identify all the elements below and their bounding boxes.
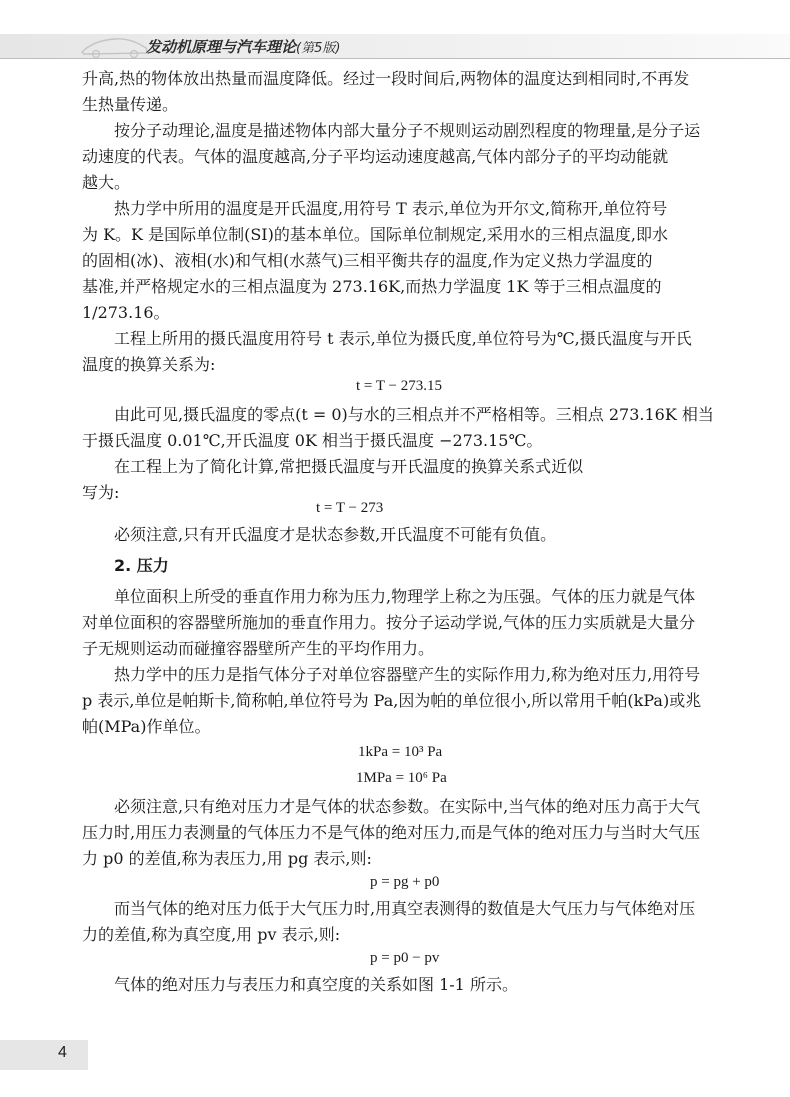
paragraph xyxy=(82,326,742,378)
paragraph xyxy=(82,522,742,548)
text-line: 压力时,用压力表测量的气体压力不是气体的绝对压力,而是气体的绝对压力与当时大气压 xyxy=(82,823,701,842)
text-line: 升高,热的物体放出热量而温度降低。经过一段时间后,两物体的温度达到相同时,不再发 xyxy=(82,69,690,88)
header-title xyxy=(146,36,340,57)
text-line: 必须注意,只有开氏温度才是状态参数,开氏温度不可能有负值。 xyxy=(114,525,557,544)
paragraph xyxy=(82,454,742,506)
text-line: 热力学中所用的温度是开氏温度,用符号 T 表示,单位为开尔文,简称开,单位符号 xyxy=(114,199,668,218)
book-edition: (第5版) xyxy=(296,41,341,56)
book-title: 发动机原理与汽车理论 xyxy=(146,38,297,56)
paragraph xyxy=(82,118,742,196)
paragraph xyxy=(82,662,742,740)
car-silhouette-icon xyxy=(80,26,150,60)
running-header xyxy=(0,0,790,62)
text-line: 帕(MPa)作单位。 xyxy=(82,717,211,736)
paragraph xyxy=(82,66,742,118)
text-line: 单位面积上所受的垂直作用力称为压力,物理学上称之为压强。气体的压力就是气体 xyxy=(114,587,696,606)
equation-celsius-exact: t = T − 273.15 xyxy=(356,378,442,394)
paragraph xyxy=(82,972,742,998)
equation-kpa: 1kPa = 10³ Pa xyxy=(358,744,443,760)
text-line: 1/273.16。 xyxy=(82,303,170,322)
text-line: 按分子动理论,温度是描述物体内部大量分子不规则运动剧烈程度的物理量,是分子运 xyxy=(114,121,701,140)
text-line: 越大。 xyxy=(82,173,131,192)
text-line: 于摄氏温度 0.01℃,开氏温度 0K 相当于摄氏温度 −273.15℃。 xyxy=(82,431,543,450)
text-line: 生热量传递。 xyxy=(82,95,179,114)
equation-vacuum: p = p0 − pv xyxy=(370,950,440,966)
text-line: 必须注意,只有绝对压力才是气体的状态参数。在实际中,当气体的绝对压力高于大气 xyxy=(114,797,701,816)
text-line: 气体的绝对压力与表压力和真空度的关系如图 1-1 所示。 xyxy=(114,975,518,994)
page-number: 4 xyxy=(58,1044,67,1061)
text-line: 动速度的代表。气体的温度越高,分子平均运动速度越高,气体内部分子的平均动能就 xyxy=(82,147,669,166)
text-line: 力的差值,称为真空度,用 pv 表示,则: xyxy=(82,925,341,944)
equation-celsius-approx: t = T − 273 xyxy=(316,500,384,516)
text-line: 在工程上为了简化计算,常把摄氏温度与开氏温度的换算关系式近似 xyxy=(114,457,584,476)
text-line: 工程上所用的摄氏温度用符号 t 表示,单位为摄氏度,单位符号为℃,摄氏温度与开氏 xyxy=(114,329,692,348)
text-line: 力 p0 的差值,称为表压力,用 pg 表示,则: xyxy=(82,849,372,868)
header-rule xyxy=(0,58,790,59)
text-line: 而当气体的绝对压力低于大气压力时,用真空表测得的数值是大气压力与气体绝对压 xyxy=(114,899,696,918)
text-line: 的固相(冰)、液相(水)和气相(水蒸气)三相平衡共存的温度,作为定义热力学温度的 xyxy=(82,251,653,270)
text-line: 由此可见,摄氏温度的零点(t = 0)与水的三相点并不严格相等。三相点 273.16K 相当 xyxy=(114,405,714,424)
equation-mpa: 1MPa = 10⁶ Pa xyxy=(356,770,447,786)
text-line: 热力学中的压力是指气体分子对单位容器壁产生的实际作用力,称为绝对压力,用符号 xyxy=(114,665,701,684)
equation-gauge: p = pg + p0 xyxy=(370,874,440,890)
paragraph xyxy=(82,196,742,326)
paragraph xyxy=(82,896,742,948)
paragraph xyxy=(82,402,742,454)
text-line: p 表示,单位是帕斯卡,简称帕,单位符号为 Pa,因为帕的单位很小,所以常用千帕(kPa)或兆 xyxy=(82,691,702,710)
text-line: 基准,并严格规定水的三相点温度为 273.16K,而热力学温度 1K 等于三相点温度的 xyxy=(82,277,662,296)
text-line: 写为: xyxy=(82,483,120,502)
text-line: 为 K。K 是国际单位制(SI)的基本单位。国际单位制规定,采用水的三相点温度,即水 xyxy=(82,225,669,244)
text-line: 温度的换算关系为: xyxy=(82,355,216,374)
page-number-tab xyxy=(0,1040,88,1070)
paragraph xyxy=(82,584,742,662)
section-heading: 2. 压力 xyxy=(114,556,169,575)
paragraph xyxy=(82,794,742,872)
text-line: 对单位面积的容器壁所施加的垂直作用力。按分子运动学说,气体的压力实质就是大量分 xyxy=(82,613,696,632)
text-line: 子无规则运动而碰撞容器壁所产生的平均作用力。 xyxy=(82,639,435,658)
